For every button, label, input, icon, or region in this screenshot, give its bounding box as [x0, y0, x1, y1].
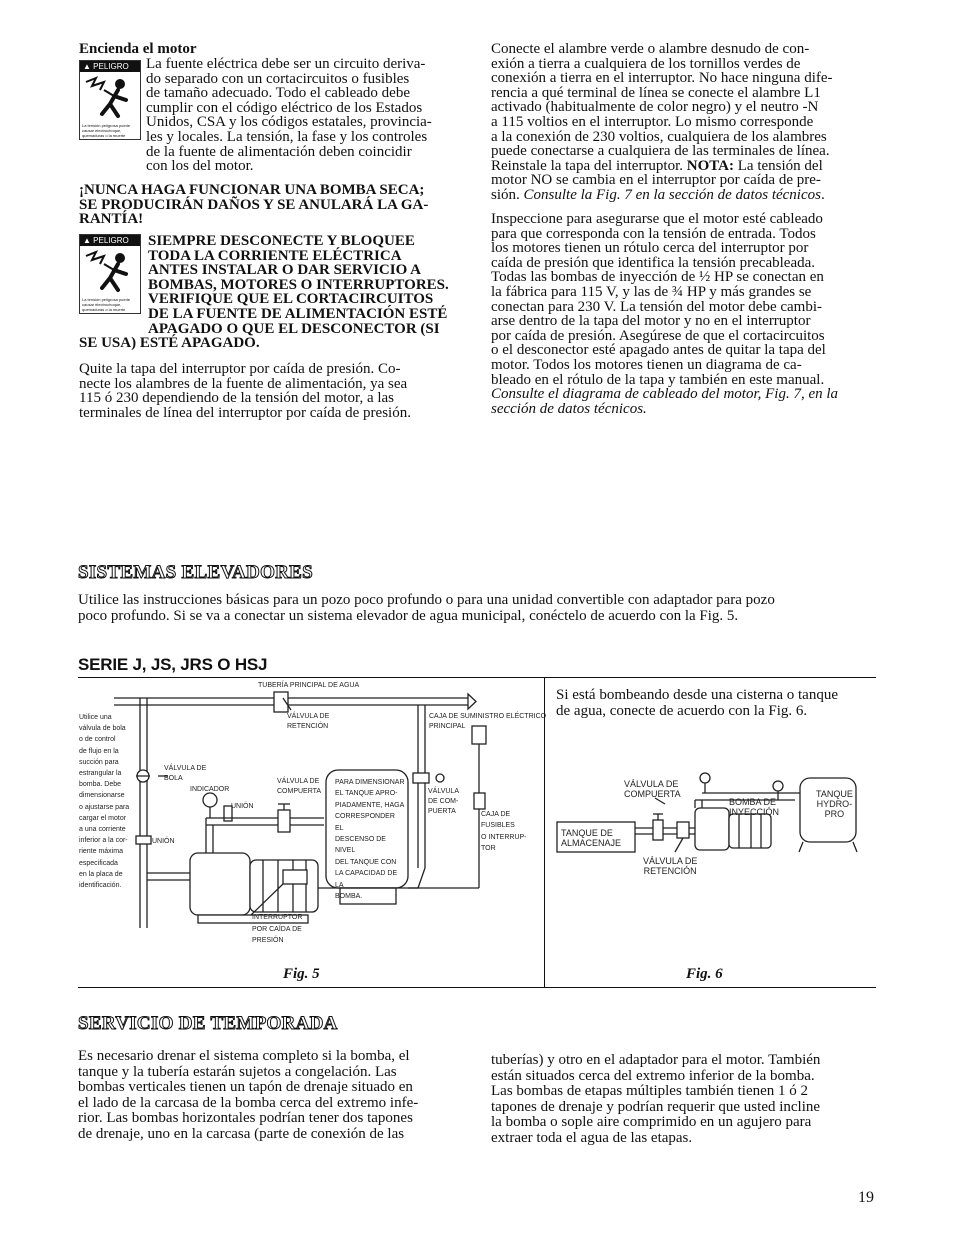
- text-line: de la fuente de alimentación deben coincidir: [146, 143, 412, 160]
- text-line: Utilice las instrucciones básicas para un pozo poco profundo o para una unidad convertible con adaptador para pozo: [78, 592, 775, 608]
- fig5-gate-valve-label-2: [428, 787, 459, 817]
- cistern-paragraph: [556, 687, 876, 719]
- text-line: BOMBAS, MOTORES O INTERRUPTORES.: [148, 276, 449, 293]
- text-line: a una corriente: [79, 826, 126, 834]
- text-line: terminales de línea del interruptor por caída de presión.: [79, 404, 411, 421]
- text-line: CAJA DE SUMINISTRO ELÉCTRICO: [429, 713, 547, 720]
- text-line: a 115 voltios en el interruptor. Lo mismo corresponde: [491, 113, 814, 130]
- text-line: RANTÍA!: [79, 211, 144, 228]
- text-line: PRO: [824, 809, 845, 819]
- note-label: NOTA:: [686, 157, 735, 174]
- text-line: conexión a tierra en el interruptor. No hace ninguna dife-: [491, 70, 833, 87]
- fig5-tank-sizing-note: [335, 777, 405, 902]
- text-line: succión para: [79, 758, 119, 766]
- fig5-union-label-1: UNIÓN: [231, 803, 254, 810]
- text-line: la fábrica para 115 V, y las de ¾ HP y más grandes se: [491, 283, 812, 300]
- text-line: Utilice una: [79, 714, 112, 721]
- text-line: para que corresponda con la tensión de entrada. Todos: [491, 225, 816, 242]
- text-line: VÁLVULA DE: [287, 713, 330, 720]
- text-line: cargar el motor: [79, 814, 127, 822]
- text-line: COMPUERTA: [277, 788, 322, 795]
- text-line: sección de datos técnicos.: [491, 400, 647, 417]
- fig6-hydro-tank-label: [816, 789, 853, 819]
- text-line: TOR: [481, 845, 496, 853]
- series-heading: SERIE J, JS, JRS O HSJ: [78, 655, 268, 674]
- fig6-storage-tank-label: [561, 828, 621, 848]
- text-line: están situados cerca del extremo inferior de la bomba.: [491, 1067, 815, 1084]
- text-line: o el desconector esté apagado antes de quitar la tapa del: [491, 342, 826, 359]
- text-line: riente máxima: [79, 848, 123, 856]
- fig5-check-valve-label: [287, 712, 329, 732]
- text-line: COMPUERTA: [624, 789, 681, 799]
- text-line: tapones de drenaje y podrían requerir que usted incline: [491, 1098, 821, 1115]
- text-line: INYECCIÓN: [729, 807, 780, 817]
- text-line: inferior a la cor-: [79, 837, 128, 845]
- period: .: [820, 186, 825, 203]
- fig5-fuse-box-label: [481, 809, 527, 855]
- text-line: Todas las bombas de inyección de ½ HP se conectan en: [491, 269, 824, 286]
- text-line: el lado de la carcasa de la bomba cerca del extremo infe-: [78, 1094, 419, 1111]
- text-line: VÁLVULA DE: [624, 779, 679, 789]
- text-line: bombas verticales tienen un tapón de drenaje situado en: [78, 1079, 413, 1095]
- text-line: tanque y la tubería estarán sujetos a congelación. Las: [78, 1063, 397, 1080]
- text-line: activado (habitualmente de color negro) y el neutro -N: [491, 99, 819, 116]
- text-line: en la placa de: [79, 870, 123, 878]
- booster-systems-heading: SISTEMAS ELEVADORES: [78, 562, 314, 583]
- text-line: bomba. Debe: [79, 781, 122, 789]
- text-line: válvula de bola: [79, 725, 126, 733]
- text-line: estrangular la: [79, 770, 122, 778]
- text-line: o de control: [79, 736, 116, 744]
- note-tail: sión.: [491, 186, 524, 203]
- disconnect-power-warning: [79, 234, 469, 351]
- text-line: FUSIBLES: [481, 822, 515, 830]
- text-line: VÁLVULA: [428, 788, 459, 795]
- danger-label: ▲ PELIGRO: [80, 61, 140, 72]
- text-line: RETENCIÓN: [643, 866, 697, 876]
- seasonal-paragraph-left: [78, 1049, 468, 1142]
- text-line: por caída de presión. Asegúrese de que el cortacircuitos: [491, 327, 825, 344]
- text-line: do separado con un cortacircuitos o fusibles: [146, 70, 410, 87]
- fig5-union-label-2: UNIÓN: [152, 838, 175, 845]
- pressure-switch-paragraph: [79, 362, 464, 420]
- text-line: Quite la tapa del interruptor por caída de presión. Co-: [79, 361, 401, 377]
- text-line: Unidos, CSA y los códigos estatales, provincia-: [146, 114, 432, 131]
- danger-fine-print: La tensión peligrosa puede causar electrochoque, quemaduras o la muerte: [82, 123, 131, 138]
- text-line: les y locales. La tensión, la fase y los controles: [146, 128, 428, 145]
- text-line: O INTERRUP-: [481, 833, 527, 841]
- note-text: La tensión del: [734, 157, 823, 174]
- text-line: APAGADO O QUE EL DESCONECTOR (SI: [148, 320, 440, 337]
- seasonal-service-heading: SERVICIO DE TEMPORADA: [78, 1013, 338, 1034]
- seasonal-paragraph-right: [491, 1053, 881, 1146]
- text-line: BOLA: [164, 775, 183, 782]
- text-line: VÁLVULA DE: [164, 765, 207, 772]
- text-line: identificación.: [79, 882, 122, 890]
- text-line: PUERTA: [428, 808, 456, 815]
- danger-warning-box: [79, 60, 141, 140]
- fig5-gate-valve-label: [277, 777, 321, 797]
- text-line: a la conexión de 230 voltios, cualquiera de los alambres: [491, 128, 827, 145]
- text-line: CORRESPONDER EL: [335, 813, 395, 832]
- text-line: extraer toda el agua de las etapas.: [491, 1129, 693, 1146]
- text-line: HYDRO-: [816, 799, 853, 809]
- text-line: ¡NUNCA HAGA FUNCIONAR UNA BOMBA SECA;: [79, 182, 425, 198]
- text-line: Si está bombeando desde una cisterna o tanque: [556, 687, 838, 703]
- text-line: DEL TANQUE CON: [335, 858, 397, 866]
- fig7-reference: Consulte la Fig. 7 en la sección de datos técnicos: [523, 186, 821, 203]
- section-heading-start-motor: Encienda el motor: [79, 41, 197, 57]
- text-line: rior. Las bombas horizontales podrían tener dos tapones: [78, 1110, 413, 1126]
- text-line: TODA LA CORRIENTE ELÉCTRICA: [148, 247, 402, 264]
- text-line: VÁLVULA DE: [277, 778, 320, 785]
- text-line: Las bombas de etapas múltiples también tienen 1 ó 2: [491, 1083, 809, 1099]
- figure-bottom-rule: [78, 987, 876, 988]
- text-line: Consulte el diagrama de cableado del motor, Fig. 7, en la: [491, 386, 839, 403]
- text-line: o ajustarse para: [79, 803, 130, 811]
- motor-voltage-paragraph: [491, 212, 881, 416]
- fig5-caption: Fig. 5: [283, 966, 320, 982]
- power-supply-paragraph: [146, 57, 461, 174]
- text-line: caída de presión que identifica la tensión precableada.: [491, 254, 816, 271]
- text-line: arse dentro de la tapa del motor y no en el interruptor: [491, 313, 811, 330]
- text-line: ANTES INSTALAR O DAR SERVICIO A: [148, 262, 422, 279]
- text-line: SE USA) ESTÉ APAGADO.: [79, 335, 260, 352]
- text-line: necte los alambres de la fuente de alimentación, ya sea: [79, 375, 408, 392]
- ground-wire-paragraph: [491, 42, 881, 203]
- text-line: exión a tierra a cualquiera de los tornillos verdes de: [491, 55, 801, 72]
- fig6-jet-pump-label: [729, 797, 779, 817]
- text-line: BOMBA.: [335, 893, 363, 901]
- text-line: RETENCIÓN: [287, 723, 329, 730]
- fig6-caption: Fig. 6: [686, 966, 723, 982]
- text-line: dimensionarse: [79, 792, 125, 800]
- text-line: motor. Todos los motores tienen un diagrama de ca-: [491, 356, 802, 373]
- text-line: PRINCIPAL: [429, 723, 466, 730]
- never-run-dry-warning: [79, 183, 464, 227]
- text-line: de tamaño adecuado. Todo el cableado debe: [146, 85, 410, 102]
- text-line: motor NO se cambia en el interruptor por caída de pre-: [491, 172, 821, 189]
- text-line: cumplir con el código eléctrico de los Estados: [146, 99, 423, 116]
- text-line: PARA DIMENSIONAR: [335, 779, 405, 786]
- text-line: 115 ó 230 dependiendo de la tensión del motor, a las: [79, 390, 395, 407]
- text-line: de flujo en la: [79, 747, 119, 755]
- text-line: de drenaje, uno en la carcasa (parte de conexión de las: [78, 1125, 405, 1142]
- text-line: LA CAPACIDAD DE LA: [335, 870, 398, 889]
- text-line: especificada: [79, 859, 118, 867]
- text-line: DE LA FUENTE DE ALIMENTACIÓN ESTÉ: [148, 305, 448, 322]
- booster-paragraph: [78, 592, 878, 624]
- text-line: poco profundo. Si se va a conectar un sistema elevador de agua municipal, conéctelo de acuerdo con la Fig. 5.: [78, 608, 739, 624]
- ball-valve-advice-note: [79, 712, 139, 891]
- text-line: VERIFIQUE QUE EL CORTACIRCUITOS: [148, 291, 434, 308]
- fig5-ball-valve-label: [164, 764, 206, 784]
- fig5-pressure-switch-label: [252, 912, 302, 947]
- text-line: POR CAÍDA DE: [252, 925, 302, 933]
- text-line: bleado en el rótulo de la tapa y también en este manual.: [491, 371, 825, 388]
- text-line: SE PRODUCIRÁN DAÑOS Y SE ANULARÁ LA GA-: [79, 196, 429, 213]
- text-line: TANQUE DE: [561, 828, 613, 838]
- text-line: rencia a qué terminal de línea se conecte el alambre L1: [491, 84, 821, 101]
- text-line: PIADAMENTE, HAGA: [335, 801, 405, 809]
- electric-shock-icon: [80, 72, 140, 128]
- text-line: DE COM-: [428, 798, 459, 805]
- text-line: INTERRUPTOR: [252, 914, 303, 921]
- danger-label-2: ▲ PELIGRO: [80, 235, 140, 246]
- fig6-check-valve-label: [643, 856, 697, 876]
- danger-fine-print-2: La tensión peligrosa puede causar electrochoque, quemaduras o la muerte: [82, 297, 131, 312]
- text-line: con los del motor.: [146, 158, 254, 175]
- text-line: de agua, conecte de acuerdo con la Fig. 6.: [556, 703, 808, 719]
- text-line: EL TANQUE APRO-: [335, 790, 398, 798]
- text-line: los motores tienen un rótulo cerca del interruptor por: [491, 240, 809, 257]
- text-line: BOMBA DE: [729, 797, 777, 807]
- text-line: VÁLVULA DE: [643, 856, 698, 866]
- text-line: conectan para 230 V. La tensión del motor debe cambi-: [491, 298, 823, 315]
- text-line: la bomba o sople aire comprimido en un agujero para: [491, 1114, 812, 1130]
- text-line: DESCENSO DE NIVEL: [335, 836, 386, 855]
- text-line: PRESIÓN: [252, 937, 284, 945]
- text-line: Conecte el alambre verde o alambre desnudo de con-: [491, 41, 810, 57]
- text-line: ALMACENAJE: [561, 838, 622, 848]
- main-water-line-label: TUBERÍA PRINCIPAL DE AGUA: [258, 682, 360, 689]
- text-line: Reinstale la tapa del interruptor. NOTA: La tensión del: [491, 157, 823, 174]
- text-line: Inspeccione para asegurarse que el motor esté cableado: [491, 211, 823, 227]
- text-line: La fuente eléctrica debe ser un circuito deriva-: [146, 56, 426, 72]
- text-line: SIEMPRE DESCONECTE Y BLOQUEE: [148, 233, 415, 249]
- fig5-supply-box-label: [429, 712, 546, 732]
- text-line: TANQUE: [816, 789, 853, 799]
- text-line: tuberías) y otro en el adaptador para el motor. También: [491, 1052, 821, 1068]
- text-line: Es necesario drenar el sistema completo si la bomba, el: [78, 1048, 410, 1064]
- fig6-gate-valve-label: [624, 779, 681, 799]
- fig6-diagram: [545, 760, 876, 880]
- text-line: CAJA DE: [481, 811, 511, 818]
- page-number: 19: [858, 1189, 874, 1206]
- fig5-gauge-label: INDICADOR: [190, 786, 230, 793]
- text-line: puede conectarse a cualquiera de las terminales de línea.: [491, 143, 830, 160]
